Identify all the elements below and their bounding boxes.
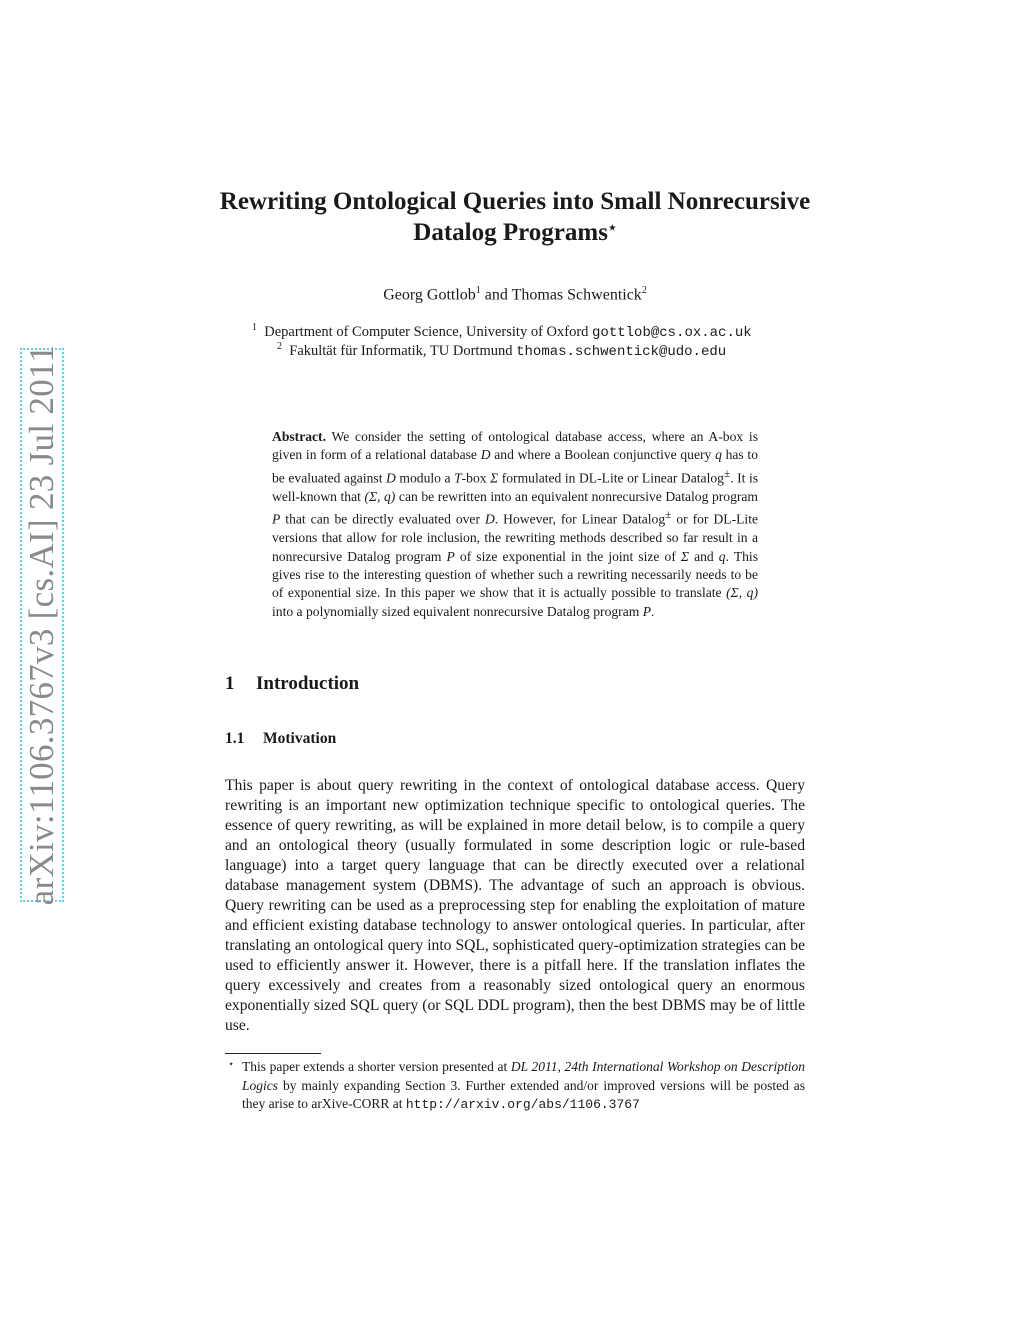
body-paragraph: This paper is about query rewriting in the context of ontological database access. Query rewriting is an important new optimization technique specific to ontological queries. The essence of query rewriting, as will be explained in more detail below, is to compile a query and an ontological theory (usually formulated in some description logic or rule-based language) into a target query language that can be directly executed over a relational database management system (DBMS). The advantage of such an approach is obvious. Query rewriting can be used as a preprocessing step for enabling the exploitation of mature and efficient existing database technology to answer ontological queries. In particular, after translating an ontological query into SQL, sophisticated query-optimization strategies can be used to efficiently answer it. However, there is a pitfall here. If the translation inflates the query excessively and creates from a reasonably sized ontological query an enormous exponentially sized SQL query (or SQL DDL program), then the best DBMS may be of little use. (225, 777, 805, 1034)
math-sup: ± (723, 467, 731, 480)
abstract-text: and (694, 548, 714, 564)
math-var: q (715, 447, 722, 463)
title-line-1: Rewriting Ontological Queries into Small Nonrecursive (219, 188, 811, 215)
math-var: D (480, 447, 491, 463)
arxiv-identifier: arXiv:1106.3767v3 [cs.AI] 23 Jul 2011 (22, 344, 61, 906)
section-number: 1 (225, 673, 235, 694)
abstract-text: We consider the setting of ontological database access, where an A-box is given in form of a relational database (272, 429, 758, 463)
affil-text: Fakultät für Informatik, TU Dortmund (289, 342, 513, 359)
math-expr: (Σ, q) (364, 488, 396, 504)
footnote-text: by mainly expanding Section 3. Further extended and/or improved versions will be posted as they arise to arXive-CORR at (242, 1077, 806, 1111)
author-name: Thomas Schwentick (511, 286, 642, 304)
author-affil-mark: 2 (641, 285, 647, 296)
author-affil-mark: 1 (475, 285, 481, 296)
abstract-label: Abstract. (272, 429, 326, 444)
abstract-text: modulo a (399, 470, 451, 486)
math-var: q (718, 548, 726, 564)
section-title: Introduction (256, 673, 360, 694)
affiliation-2 (277, 341, 726, 360)
math-var: D (386, 470, 396, 486)
author-separator: and (484, 286, 508, 304)
math-expr: (Σ, q) (726, 585, 758, 601)
footnote-mark: ⋆ (228, 1059, 235, 1070)
author-list (200, 285, 830, 304)
footnote-rule (225, 1053, 321, 1054)
subsection-heading (225, 730, 336, 748)
abstract-text: . This gives rise to the interesting question of whether such a rewriting necessarily needs to be of exponential size. In this paper we show that it is actually possible to translate (272, 548, 758, 601)
email-link[interactable]: gottlob@cs.ox.ac.uk (592, 324, 752, 341)
abstract-text: formulated in DL-Lite or Linear Datalog (501, 470, 724, 486)
math-sup: ± (665, 509, 672, 522)
math-var: P (642, 603, 652, 619)
footnote (228, 1058, 805, 1115)
abstract-text: that can be directly evaluated over (285, 511, 480, 527)
abstract-text: . However, for Linear Datalog (494, 511, 666, 527)
subsection-title: Motivation (263, 730, 337, 747)
affil-mark: 1 (252, 322, 257, 333)
paper-title (180, 186, 850, 248)
abstract-text: into a polynomially sized equivalent nonrecursive Datalog program (272, 603, 640, 619)
math-var: Σ (490, 470, 499, 486)
section-heading (225, 673, 359, 695)
abstract-text: -box (461, 470, 487, 486)
abstract-text: . (651, 603, 655, 619)
footnote-venue: DL 2011, 24th International Workshop on Description Logics (242, 1059, 805, 1093)
abstract-text: or for DL-Lite versions that allow for role inclusion, the rewriting methods described so far result in a nonrecursive Datalog program (272, 511, 759, 564)
abstract-text: can be rewritten into an equivalent nonrecursive Datalog program (398, 488, 758, 504)
math-var: T (454, 470, 462, 486)
abstract-text: of size exponential in the joint size of (459, 548, 676, 564)
affiliation-1 (252, 322, 752, 341)
abstract-text: . It is well-known that (272, 470, 759, 504)
abstract (272, 428, 758, 621)
math-var: P (446, 548, 455, 564)
math-var: P (272, 511, 281, 527)
footnote-url-link[interactable]: http://arxiv.org/abs/1106.3767 (405, 1097, 640, 1112)
footnote-text: This paper extends a shorter version presented at (242, 1059, 508, 1074)
author-name: Georg Gottlob (383, 286, 476, 304)
subsection-number: 1.1 (225, 730, 245, 747)
math-var: Σ (680, 548, 689, 564)
title-footnote-mark: ⋆ (607, 221, 617, 236)
affil-text: Department of Computer Science, University of Oxford (264, 323, 589, 340)
abstract-text: and where a Boolean conjunctive query (494, 447, 712, 463)
math-var: D (484, 511, 495, 527)
affil-mark: 2 (277, 341, 282, 352)
title-line-2: Datalog Programs (413, 219, 608, 246)
abstract-text: has to be evaluated against (272, 447, 758, 486)
email-link[interactable]: thomas.schwentick@udo.edu (516, 343, 727, 360)
